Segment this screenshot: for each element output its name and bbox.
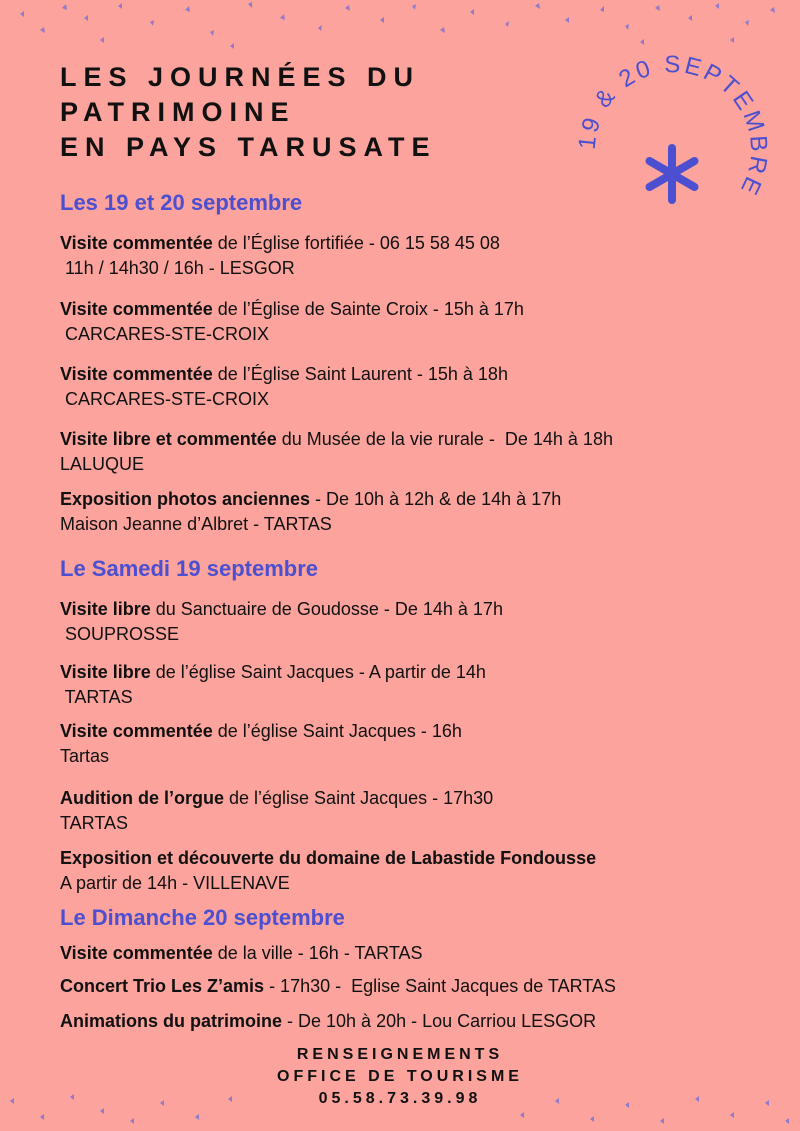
event-details: de l’église Saint Jacques - A partir de 14h <box>150 662 486 682</box>
event-title: Visite commentée <box>60 721 213 741</box>
event-entry <box>60 427 613 477</box>
title-line-3: EN PAYS TARUSATE <box>60 132 437 162</box>
section-heading-sunday: Le Dimanche 20 septembre <box>60 905 345 930</box>
event-details: - De 10h à 12h & de 14h à 17h <box>310 489 562 509</box>
event-title: Exposition photos anciennes <box>60 489 311 509</box>
event-details: - 17h30 - Eglise Saint Jacques de TARTAS <box>264 976 616 996</box>
event-details: du Sanctuaire de Goudosse - De 14h à 17h <box>150 599 503 619</box>
event-entry <box>60 297 524 347</box>
event-title: Visite commentée <box>60 299 213 319</box>
event-location: SOUPROSSE <box>60 624 180 644</box>
event-entry <box>60 597 503 647</box>
event-details: de l’église Saint Jacques - 16h <box>212 721 462 741</box>
footer-phone-number: 05.58.73.39.98 <box>318 1090 482 1107</box>
event-entry <box>60 974 616 999</box>
event-title: Visite commentée <box>60 943 213 963</box>
event-entry <box>60 660 486 710</box>
event-details: de la ville - 16h - TARTAS <box>212 943 423 963</box>
event-location: Maison Jeanne d’Albret - TARTAS <box>60 514 332 534</box>
event-entry <box>60 719 462 769</box>
event-entry <box>60 231 500 281</box>
section-heading-saturday: Le Samedi 19 septembre <box>60 556 319 581</box>
footer-info-label: RENSEIGNEMENTS <box>296 1046 504 1063</box>
event-title: Exposition et découverte du domaine de Labastide Fondousse <box>60 848 597 868</box>
section-heading-both-days: Les 19 et 20 septembre <box>60 190 303 215</box>
event-title: Visite commentée <box>60 364 213 384</box>
event-location: CARCARES-STE-CROIX <box>60 389 270 409</box>
title-line-2: PATRIMOINE <box>60 97 296 127</box>
event-details: - De 10h à 20h - Lou Carriou LESGOR <box>282 1011 597 1031</box>
badge-arc-text: 19 & 20 SEPTEMBRE <box>573 51 773 202</box>
asterisk-icon <box>650 148 695 200</box>
info-footer <box>0 1044 800 1110</box>
event-entry <box>60 487 561 537</box>
event-entry <box>60 786 493 836</box>
footer-office-label: OFFICE DE TOURISME <box>277 1068 523 1085</box>
event-details: du Musée de la vie rurale - De 14h à 18h <box>276 429 613 449</box>
event-title: Visite libre <box>60 599 151 619</box>
poster-title <box>60 60 437 165</box>
event-title: Visite libre <box>60 662 151 682</box>
event-entry <box>60 362 508 412</box>
event-details: de l’Église fortifiée - 06 15 58 45 08 <box>212 233 500 253</box>
event-title: Animations du patrimoine <box>60 1011 283 1031</box>
date-badge <box>560 40 780 240</box>
event-location: Tartas <box>60 746 110 766</box>
event-entry <box>60 1009 596 1034</box>
event-title: Visite commentée <box>60 233 213 253</box>
event-title: Visite libre et commentée <box>60 429 277 449</box>
title-line-1: LES JOURNÉES DU <box>60 62 421 92</box>
event-title: Audition de l’orgue <box>60 788 224 808</box>
event-entry <box>60 846 596 896</box>
event-location: TARTAS <box>60 813 129 833</box>
event-location: TARTAS <box>60 687 133 707</box>
event-location: A partir de 14h - VILLENAVE <box>60 873 290 893</box>
event-location: CARCARES-STE-CROIX <box>60 324 270 344</box>
event-location: 11h / 14h30 / 16h - LESGOR <box>60 258 295 278</box>
event-details: de l’église Saint Jacques - 17h30 <box>224 788 494 808</box>
event-location: LALUQUE <box>60 454 145 474</box>
event-title: Concert Trio Les Z’amis <box>60 976 265 996</box>
event-entry <box>60 941 423 966</box>
event-details: de l’Église de Sainte Croix - 15h à 17h <box>212 299 524 319</box>
event-details: de l’Église Saint Laurent - 15h à 18h <box>212 364 508 384</box>
